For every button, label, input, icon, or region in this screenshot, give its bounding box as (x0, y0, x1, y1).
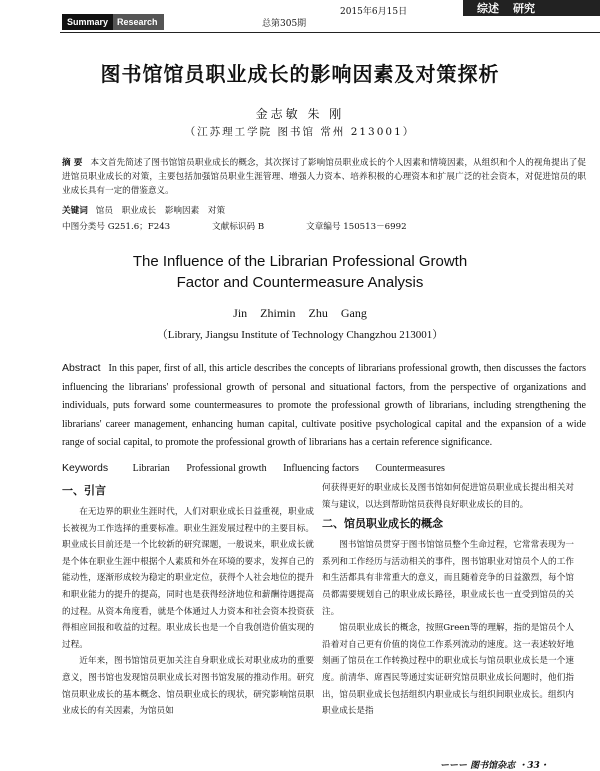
clc-number: 中图分类号 G251.6；F243 (62, 222, 171, 232)
section-tag-2: 研究 (513, 2, 535, 15)
title-en-line1: The Influence of the Librarian Professional Growth (132, 253, 468, 270)
header-rule (60, 32, 600, 33)
abstract-en (62, 359, 586, 453)
abstract-en-text: In this paper, first of all, this article describes the concepts of librarians professional growth, then discusses the factors influencing the librarians' professional growth of personal and situational factors, from the perspective of organizations and individuals, puts forward some countermeasures to promote the professional growth of librarians, including strengthening the librarians' career management, enhancing human capital, cultivate positive psychological capital and the expansion of a wide range of social capital, to promote the professional growth of librarians has a certain reference significance. (62, 363, 586, 448)
title-en-line2: Factor and Countermeasure Analysis (176, 274, 424, 291)
abstract-cn-text: 本文首先简述了图书馆馆员职业成长的概念，其次探讨了影响馆员职业成长的个人因素和情境因素，从组织和个人的视角提出了促进馆员职业成长的对策，主要包括加强馆员职业生涯管理、增强人力资本、培养积极的心理资本和扩展广泛的社会资本，对促进馆员的职业成长具有一定的借鉴意义。 (62, 158, 586, 196)
body-paragraph: 图书馆馆员贯穿于图书馆馆员整个生命过程，它常常表现为一系列和工作经历与活动相关的事件，图书馆职业对馆员个人的工作和生活都具有非常重大的意义，而且随着竞争的日益激烈，每个馆员都需要规划自己的职业成长路径，职业成长也一直受到馆员的关注。 (322, 540, 574, 617)
abstract-cn-label: 摘 要 (62, 158, 83, 168)
affiliation-en: （Library, Jiangsu Institute of Technology Changzhou 213001） (156, 329, 444, 341)
issue-date: 2015年6月15日 (340, 7, 408, 17)
section-tag (463, 0, 600, 16)
section-tag-1: 综述 (477, 2, 499, 15)
body-paragraph: 馆员职业成长的概念，按照Green等的理解，指的是馆员个人沿着对自己更有价值的岗位工作系列流动的速度。这一表述较好地刻画了馆员在工作转换过程中的职业成长与馆员职业成长是一个速度。前清华、席酉民等通过实证研究馆员职业成长问题时，他们指出，馆员职业成长包括组织内职业成长与组织间职业成长。组织内职业成长是指 (322, 623, 574, 717)
keyword-en: Influencing factors (283, 463, 359, 474)
body-paragraph: 在无边界的职业生涯时代，人们对职业成长日益重视，职业成长被视为工作选择的重要标准。职业生涯发展过程中的主要目标。职业成长目前还是一个比较新的研究课题，一般说来，职业成长就是个体在职业生涯中根据个人素质和外在环境的要求，发挥自己的能动性，逐渐形成较为稳定的职业定位，获得个人社会地位的提升和职业能力的提升的提高，同时也是获得经济地位和薪酬待遇提高的过程。从资本角度看，就是个体通过人力资本和社会资本投资获得相应回报和收益的过程。职业成长也是一个自我创造价值实现的过程。 (62, 507, 314, 650)
body-paragraph: 何获得更好的职业成长及图书馆如何促进馆员职业成长提出相关对策与建议，以达到帮助馆员获得良好职业成长的目的。 (322, 483, 574, 510)
keywords-en-label: Keywords (62, 462, 109, 474)
keyword-en: Professional growth (186, 463, 267, 474)
section-heading-concept: 二、馆员职业成长的概念 (322, 517, 443, 531)
article-number: 文章编号 150513－6992 (306, 222, 407, 232)
body-paragraph: 近年来，图书馆馆员更加关注自身职业成长对职业成功的重要意义，图书馆也发现馆员职业成长对图书馆发展的推动作用。研究馆员职业成长的基本概念、馆员职业成长的现状，研究影响馆员职业成长的有关因素，为馆员如 (62, 656, 314, 717)
abstract-cn (62, 156, 586, 198)
tag-summary: Summary (62, 14, 113, 30)
paper-title-cn: 图书馆馆员职业成长的影响因素及对策探析 (100, 62, 500, 86)
classification-row (62, 220, 562, 232)
keywords-cn-text: 馆员 职业成长 影响因素 对策 (95, 206, 226, 216)
body-column-left (62, 480, 314, 720)
journal-tag (62, 14, 164, 30)
abstract-en-label: Abstract (62, 362, 101, 374)
doc-code: 文献标识码 B (212, 222, 265, 232)
body-column-right (322, 480, 574, 720)
tag-research: Research (113, 14, 164, 30)
section-heading-intro: 一、引言 (62, 484, 106, 497)
keywords-cn-label: 关键词 (62, 206, 88, 216)
page-footer: ーーー 图书馆杂志 ・33・ (440, 761, 549, 771)
authors-cn: 金志敏 朱 刚 (255, 107, 345, 121)
issue-number: 总第305期 (262, 19, 307, 29)
keywords-en (62, 462, 445, 474)
keyword-en: Librarian (132, 463, 170, 474)
authors-en: Jin Zhimin Zhu Gang (233, 306, 367, 320)
keyword-en: Countermeasures (375, 463, 445, 474)
keywords-cn (62, 204, 225, 216)
paper-title-en (0, 251, 600, 293)
affiliation-cn: （江苏理工学院 图书馆 常州 213001） (184, 126, 416, 138)
